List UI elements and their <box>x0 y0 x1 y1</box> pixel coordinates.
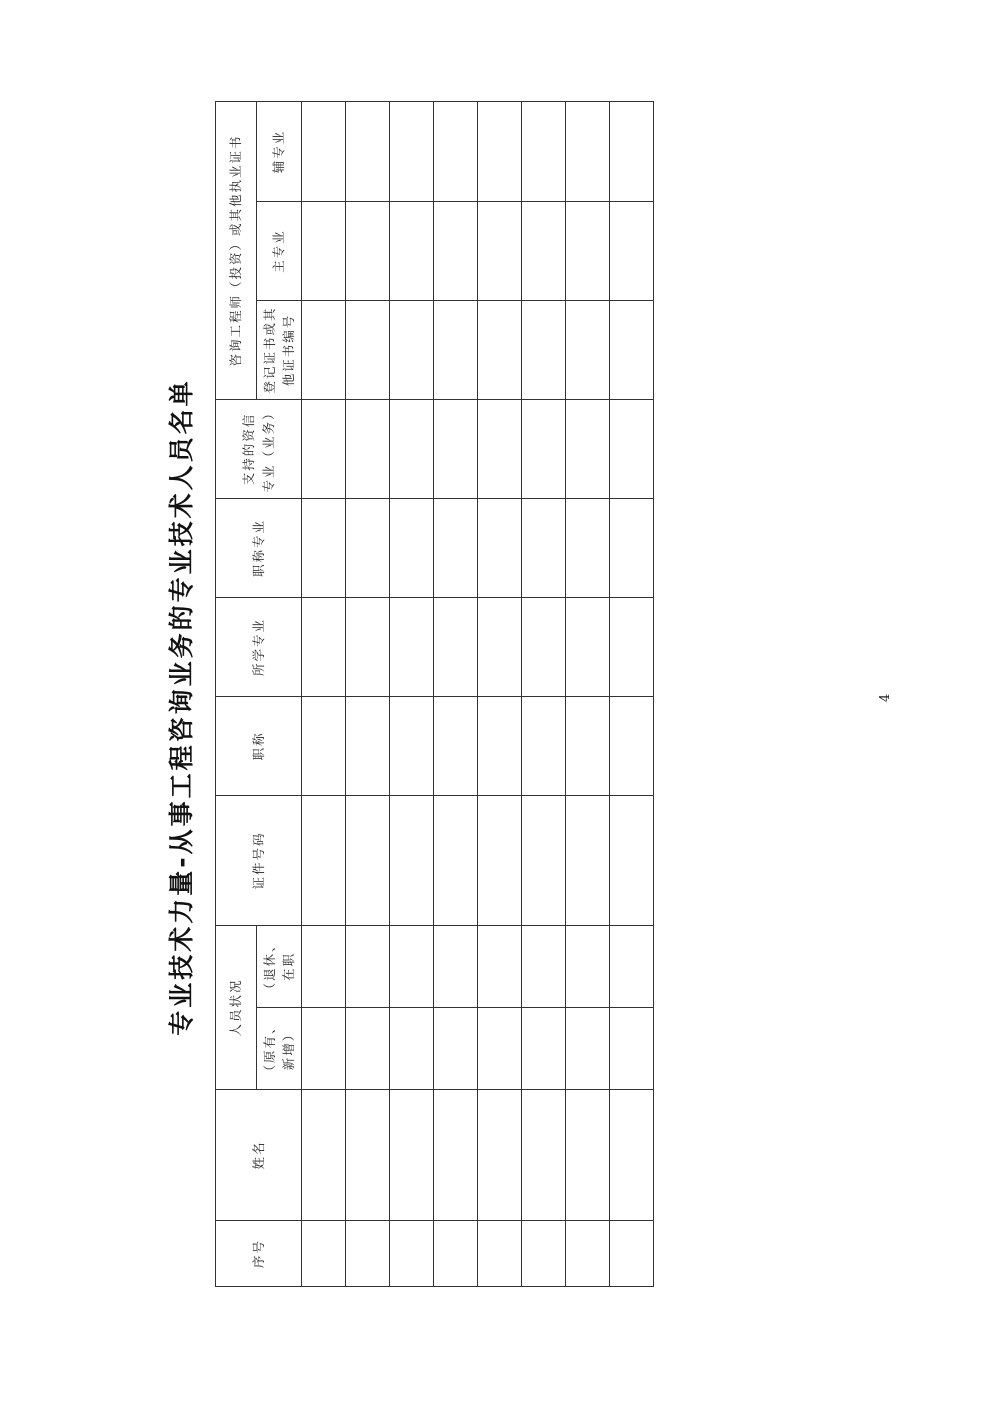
table-cell[interactable] <box>566 597 610 696</box>
table-cell[interactable] <box>566 101 610 201</box>
table-cell[interactable] <box>346 795 390 925</box>
header-status-new: （原有、 新增） <box>257 1008 302 1090</box>
table-cell[interactable] <box>522 300 566 399</box>
document-title: 专业技术力量-从事工程咨询业务的专业技术人员名单 <box>167 378 196 1036</box>
table-cell[interactable] <box>566 201 610 300</box>
table-row <box>302 101 346 1286</box>
table-cell[interactable] <box>434 597 478 696</box>
table-cell[interactable] <box>390 1221 434 1287</box>
table-cell[interactable] <box>434 795 478 925</box>
table-cell[interactable] <box>434 696 478 795</box>
table-cell[interactable] <box>390 696 434 795</box>
header-personnel-status: 人员状况 <box>216 925 257 1089</box>
table-cell[interactable] <box>302 498 346 597</box>
table-cell[interactable] <box>390 795 434 925</box>
table-cell[interactable] <box>478 498 522 597</box>
table-cell[interactable] <box>566 1221 610 1287</box>
table-cell[interactable] <box>346 498 390 597</box>
table-cell[interactable] <box>610 795 654 925</box>
table-cell[interactable] <box>390 101 434 201</box>
rotated-sheet <box>160 112 893 1302</box>
table-cell[interactable] <box>566 696 610 795</box>
table-row <box>434 101 478 1286</box>
table-cell[interactable] <box>390 201 434 300</box>
table-cell[interactable] <box>522 201 566 300</box>
header-id-number: 证件号码 <box>216 795 302 925</box>
table-cell[interactable] <box>302 597 346 696</box>
table-cell[interactable] <box>390 300 434 399</box>
header-name: 姓名 <box>216 1090 302 1221</box>
header-cert-group: 咨询工程师（投资）或其他执业证书 <box>216 101 257 399</box>
header-status-retired: （退休、 在职 <box>257 925 302 1007</box>
table-cell[interactable] <box>522 696 566 795</box>
table-cell[interactable] <box>566 1090 610 1221</box>
personnel-roster-table <box>215 101 654 1287</box>
table-cell[interactable] <box>302 201 346 300</box>
table-cell[interactable] <box>434 498 478 597</box>
table-cell[interactable] <box>434 399 478 498</box>
table-cell[interactable] <box>522 795 566 925</box>
table-cell[interactable] <box>434 201 478 300</box>
header-main-major: 主专业 <box>257 201 302 300</box>
table-cell[interactable] <box>478 1090 522 1221</box>
table-cell[interactable] <box>302 300 346 399</box>
header-studied-major: 所学专业 <box>216 597 302 696</box>
table-cell[interactable] <box>302 101 346 201</box>
table-cell[interactable] <box>390 498 434 597</box>
table-cell[interactable] <box>566 300 610 399</box>
table-cell[interactable] <box>478 597 522 696</box>
table-row <box>346 101 390 1286</box>
table-cell[interactable] <box>346 597 390 696</box>
table-cell[interactable] <box>478 300 522 399</box>
table-cell[interactable] <box>346 1008 390 1090</box>
table-cell[interactable] <box>610 498 654 597</box>
table-cell[interactable] <box>390 925 434 1007</box>
table-cell[interactable] <box>434 300 478 399</box>
table-cell[interactable] <box>302 1090 346 1221</box>
table-cell[interactable] <box>434 925 478 1007</box>
table-cell[interactable] <box>566 399 610 498</box>
header-title-major: 职称专业 <box>216 498 302 597</box>
table-cell[interactable] <box>346 300 390 399</box>
table-cell[interactable] <box>478 696 522 795</box>
table-cell[interactable] <box>346 201 390 300</box>
table-cell[interactable] <box>302 795 346 925</box>
header-cert-number: 登记证书或其 他证书编号 <box>257 300 302 399</box>
header-title: 职称 <box>216 696 302 795</box>
table-cell[interactable] <box>302 925 346 1007</box>
table-cell[interactable] <box>610 925 654 1007</box>
table-row <box>566 101 610 1286</box>
header-row-1 <box>216 101 257 1286</box>
table-cell[interactable] <box>478 201 522 300</box>
table-cell[interactable] <box>566 925 610 1007</box>
table-cell[interactable] <box>478 399 522 498</box>
table-cell[interactable] <box>522 1221 566 1287</box>
table-cell[interactable] <box>610 101 654 201</box>
table-cell[interactable] <box>478 795 522 925</box>
table-cell[interactable] <box>434 1008 478 1090</box>
table-cell[interactable] <box>390 399 434 498</box>
table-cell[interactable] <box>478 925 522 1007</box>
table-cell[interactable] <box>610 399 654 498</box>
table-cell[interactable] <box>610 696 654 795</box>
table-cell[interactable] <box>522 101 566 201</box>
table-cell[interactable] <box>346 696 390 795</box>
header-seq: 序号 <box>216 1221 302 1287</box>
table-cell[interactable] <box>610 1090 654 1221</box>
table-row <box>390 101 434 1286</box>
table-cell[interactable] <box>478 1221 522 1287</box>
table-cell[interactable] <box>566 1008 610 1090</box>
table-cell[interactable] <box>434 1221 478 1287</box>
header-aux-major: 辅专业 <box>257 101 302 201</box>
table-cell[interactable] <box>478 101 522 201</box>
table-cell[interactable] <box>522 399 566 498</box>
table-cell[interactable] <box>390 597 434 696</box>
table-cell[interactable] <box>610 597 654 696</box>
table-cell[interactable] <box>434 101 478 201</box>
table-cell[interactable] <box>522 1008 566 1090</box>
table-row <box>478 101 522 1286</box>
table-cell[interactable] <box>566 498 610 597</box>
header-supported-major: 支持的资信 专业（业务） <box>216 399 302 498</box>
table-cell[interactable] <box>522 925 566 1007</box>
table-cell[interactable] <box>390 1008 434 1090</box>
table-cell[interactable] <box>610 300 654 399</box>
table-cell[interactable] <box>522 1090 566 1221</box>
table-cell[interactable] <box>390 1090 434 1221</box>
table-cell[interactable] <box>566 795 610 925</box>
table-cell[interactable] <box>522 498 566 597</box>
table-cell[interactable] <box>302 1008 346 1090</box>
table-cell[interactable] <box>610 1008 654 1090</box>
table-cell[interactable] <box>302 696 346 795</box>
table-cell[interactable] <box>302 399 346 498</box>
table-cell[interactable] <box>302 1221 346 1287</box>
table-cell[interactable] <box>434 1090 478 1221</box>
table-cell[interactable] <box>478 1008 522 1090</box>
table-cell[interactable] <box>346 101 390 201</box>
table-cell[interactable] <box>610 1221 654 1287</box>
page-number: 4 <box>878 693 893 702</box>
table-row <box>610 101 654 1286</box>
roster-body <box>302 101 654 1286</box>
table-cell[interactable] <box>522 597 566 696</box>
table-cell[interactable] <box>346 399 390 498</box>
table-cell[interactable] <box>346 925 390 1007</box>
table-row <box>522 101 566 1286</box>
table-cell[interactable] <box>346 1221 390 1287</box>
table-cell[interactable] <box>346 1090 390 1221</box>
table-cell[interactable] <box>610 201 654 300</box>
